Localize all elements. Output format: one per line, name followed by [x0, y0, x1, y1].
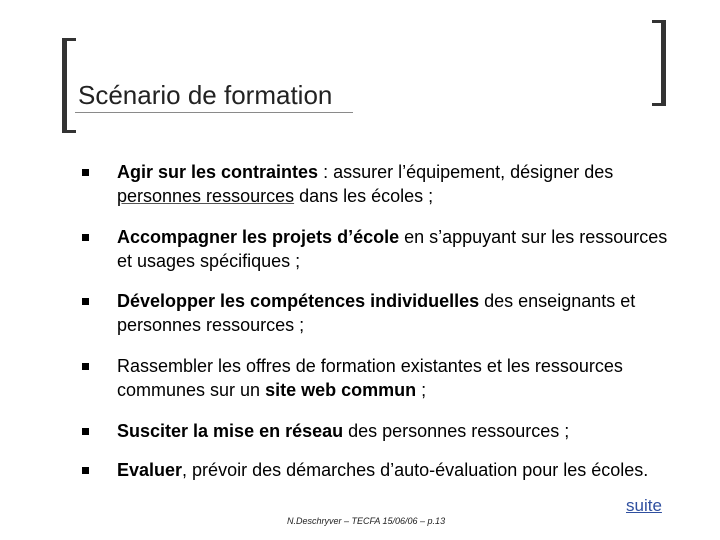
item-text: des personnes ressources ; — [343, 421, 570, 441]
item-emphasis: Agir sur les contraintes — [117, 162, 319, 182]
item-text: en s’appuyant sur les ressources et usages spécifiques ; — [117, 227, 668, 271]
bullet-marker — [82, 363, 89, 370]
item-text: des enseignants et personnes ressources ; — [117, 291, 636, 335]
suite-link[interactable]: suite — [626, 496, 662, 515]
item-text: , prévoir des démarches d’auto-évaluation pour les écoles. — [182, 460, 649, 480]
item-text: dans les écoles ; — [294, 186, 434, 206]
list-item — [117, 419, 687, 443]
bullet-marker — [82, 467, 89, 474]
item-emphasis: Susciter la mise en réseau — [117, 421, 344, 441]
item-emphasis: Développer les compétences individuelles — [117, 291, 480, 311]
slide-title: Scénario de formation — [78, 80, 333, 110]
item-emphasis: site web commun — [265, 380, 417, 400]
list-item — [117, 225, 687, 273]
list-item — [117, 354, 687, 402]
item-text: : assurer l’équipement, désigner des — [318, 162, 614, 182]
item-text: ; — [416, 380, 427, 400]
bullet-marker — [82, 234, 89, 241]
list-item — [117, 458, 657, 482]
bullet-marker — [82, 428, 89, 435]
list-item — [117, 289, 687, 337]
item-emphasis: Accompagner les projets d’école — [117, 227, 400, 247]
list-item — [117, 160, 687, 208]
bullet-marker — [82, 298, 89, 305]
item-text: Rassembler les offres de formation existantes et les ressources communes sur un — [117, 356, 623, 400]
bullet-marker — [82, 169, 89, 176]
item-emphasis: Evaluer — [117, 460, 183, 480]
footer-credit: N.Deschryver – TECFA 15/06/06 – p.13 — [287, 516, 446, 526]
personnes-ressources-link[interactable]: personnes ressources — [117, 186, 295, 206]
